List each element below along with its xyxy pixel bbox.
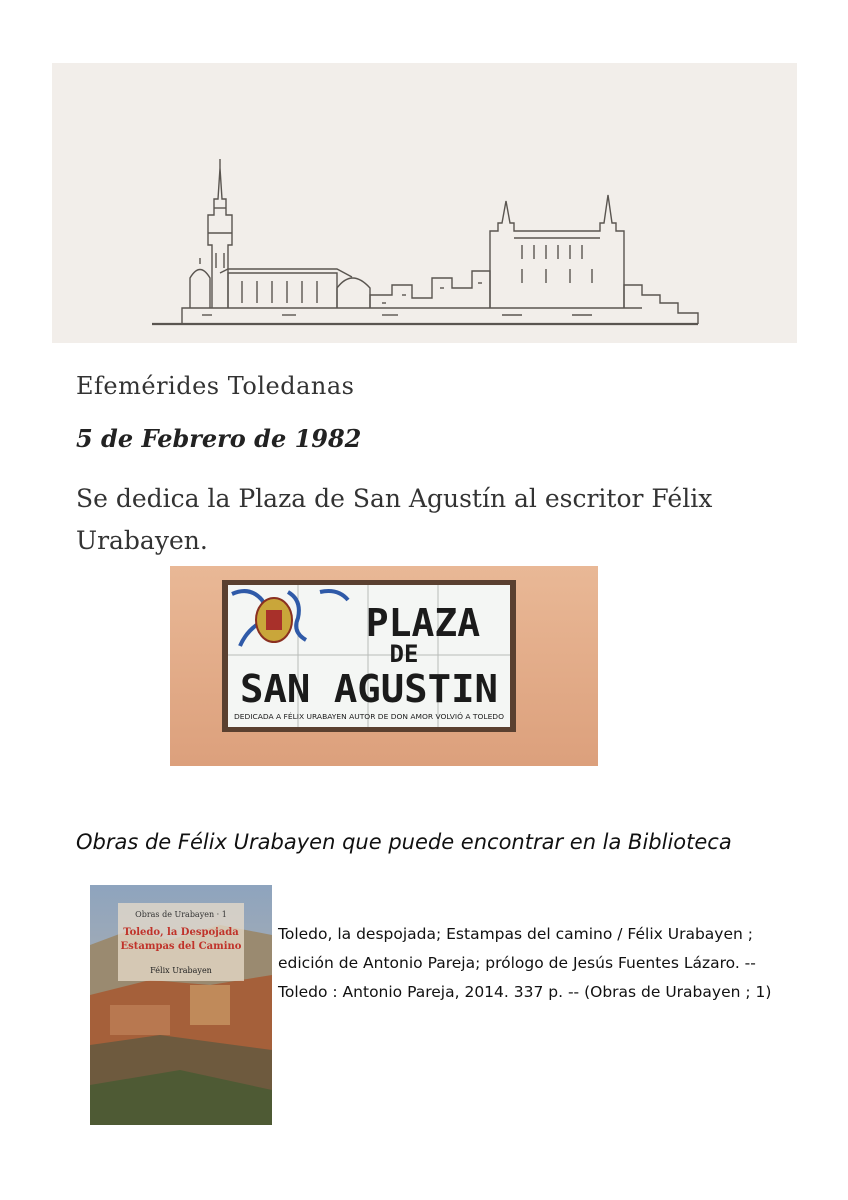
street-sign [170, 566, 598, 766]
sign-line3: SAN AGUSTIN [240, 667, 498, 711]
cover-author: Félix Urabayen [150, 966, 212, 975]
book-record: Toledo, la despojada; Estampas del camino / Félix Urabayen ; edición de Antonio Pareja; prólogo de Jesús Fuentes Lázaro. -- Toledo : Antonio Pareja, 2014. 337 p. -- (Obras de Urabayen ; 1) [278, 925, 772, 1001]
cover-title-line2: Estampas del Camino [120, 941, 242, 952]
efemeride-headline: Se dedica la Plaza de San Agustín al escritor Félix Urabayen. [76, 484, 713, 555]
sign-dedication: DEDICADA A FÉLIX URABAYEN AUTOR DE DON AMOR VOLVIÓ A TOLEDO [234, 713, 486, 721]
street-sign-photo [170, 566, 598, 766]
works-heading: Obras de Félix Urabayen que puede encontrar en la Biblioteca [76, 830, 732, 854]
book-cover [90, 885, 272, 1125]
toledo-skyline-banner [52, 63, 797, 343]
sign-line2: DE [389, 640, 419, 668]
sign-line1: PLAZA [365, 601, 481, 645]
section-title: Efemérides Toledanas [76, 372, 355, 400]
skyline-sketch [52, 63, 797, 343]
cover-series: Obras de Urabayen · 1 [135, 910, 227, 919]
efemeride-date: 5 de Febrero de 1982 [76, 424, 362, 453]
cover-title-line1: Toledo, la Despojada [123, 927, 239, 938]
book-cover-illustration [90, 885, 272, 1125]
